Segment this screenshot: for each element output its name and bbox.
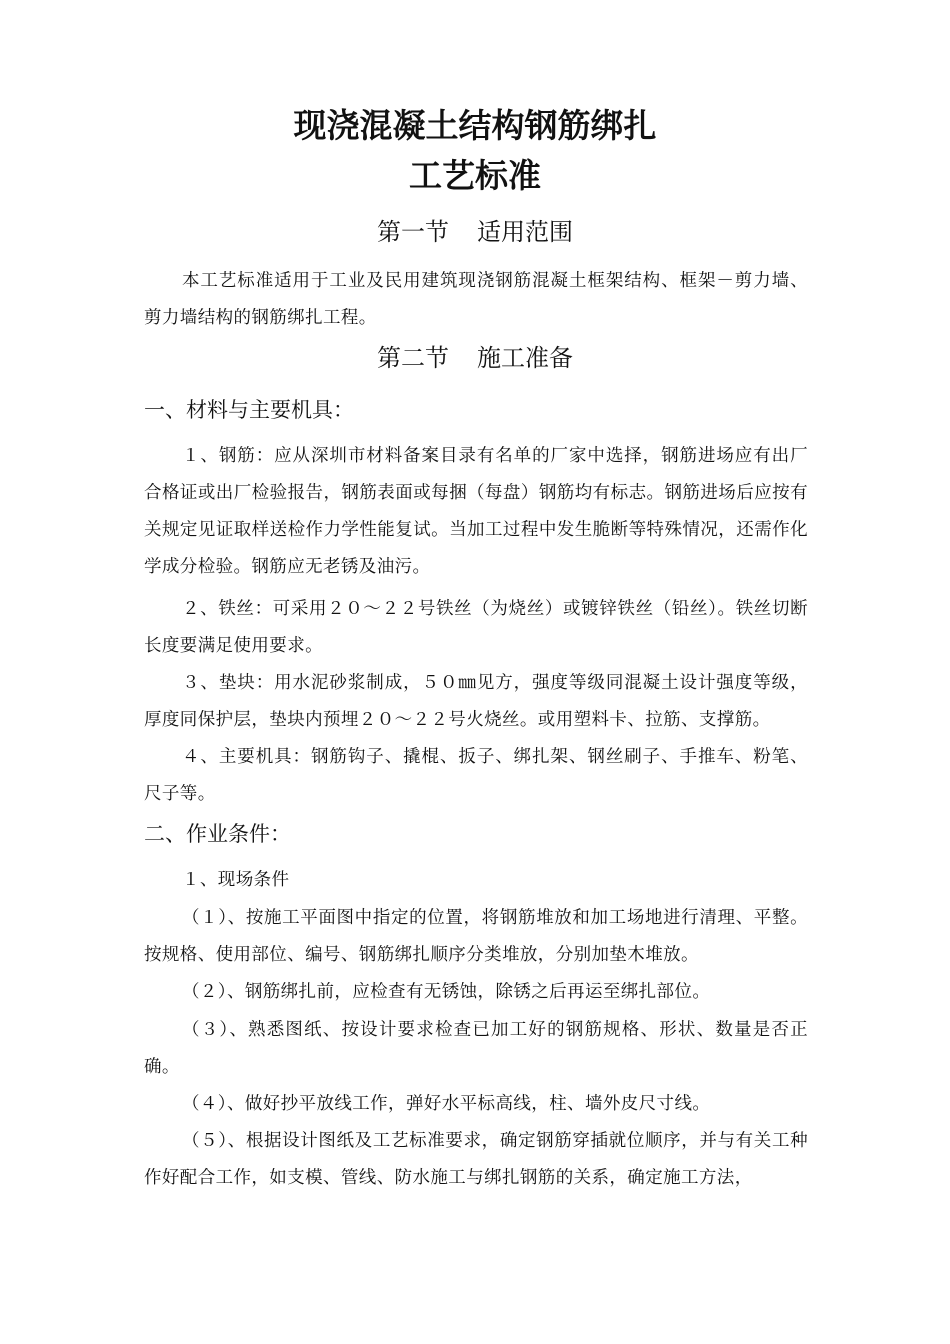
condition-item-3: （３）、熟悉图纸、按设计要求检查已加工好的钢筋规格、形状、数量是否正确。 (144, 1020, 808, 1077)
section-number: 第一节 (377, 218, 449, 246)
subheading-conditions: 二、作业条件： (144, 822, 291, 846)
condition-item-5: （５）、根据设计图纸及工艺标准要求，确定钢筋穿插就位顺序，并与有关工种作好配合工作，如支模、管线、防水施工与绑扎钢筋的关系，确定施工方法， (144, 1131, 808, 1188)
materials-item-1: １、钢筋：应从深圳市材料备案目录有名单的厂家中选择，钢筋进场应有出厂合格证或出厂检验报告，钢筋表面或每捆（每盘）钢筋均有标志。钢筋进场后应按有关规定见证取样送检作力学性能复试。当加工过程中发生脆断等特殊情况，还需作化学成分检验。钢筋应无老锈及油污。 (144, 446, 808, 577)
section-name: 施工准备 (477, 344, 573, 372)
section-heading-preparation (0, 342, 950, 374)
section-name: 适用范围 (477, 218, 573, 246)
condition-item-1: （１）、按施工平面图中指定的位置，将钢筋堆放和加工场地进行清理、平整。按规格、使用部位、编号、钢筋绑扎顺序分类堆放，分别加垫木堆放。 (144, 908, 808, 965)
condition-item-4: （４）、做好抄平放线工作，弹好水平标高线，柱、墙外皮尺寸线。 (182, 1094, 711, 1114)
document-title-line-2: 工艺标准 (409, 156, 541, 195)
materials-item-3: ３、垫块：用水泥砂浆制成，５０㎜见方，强度等级同混凝土设计强度等级，厚度同保护层，垫块内预埋２０～２２号火烧丝。或用塑料卡、拉筋、支撑筋。 (144, 673, 808, 730)
site-conditions-title: １、现场条件 (182, 870, 290, 890)
document-title-line-1: 现浇混凝土结构钢筋绑扎 (293, 106, 657, 145)
condition-item-2: （２）、钢筋绑扎前，应检查有无锈蚀，除锈之后再运至绑扎部位。 (182, 982, 711, 1002)
section-heading-scope (0, 216, 950, 248)
section-number: 第二节 (377, 344, 449, 372)
materials-item-2: ２、铁丝：可采用２０～２２号铁丝（为烧丝）或镀锌铁丝（铅丝）。铁丝切断长度要满足使用要求。 (144, 599, 808, 656)
subheading-materials: 一、材料与主要机具： (144, 398, 354, 422)
scope-paragraph: 本工艺标准适用于工业及民用建筑现浇钢筋混凝土框架结构、框架－剪力墙、剪力墙结构的钢筋绑扎工程。 (144, 271, 808, 328)
materials-item-4: ４、主要机具：钢筋钩子、撬棍、扳子、绑扎架、钢丝刷子、手推车、粉笔、尺子等。 (144, 747, 808, 804)
